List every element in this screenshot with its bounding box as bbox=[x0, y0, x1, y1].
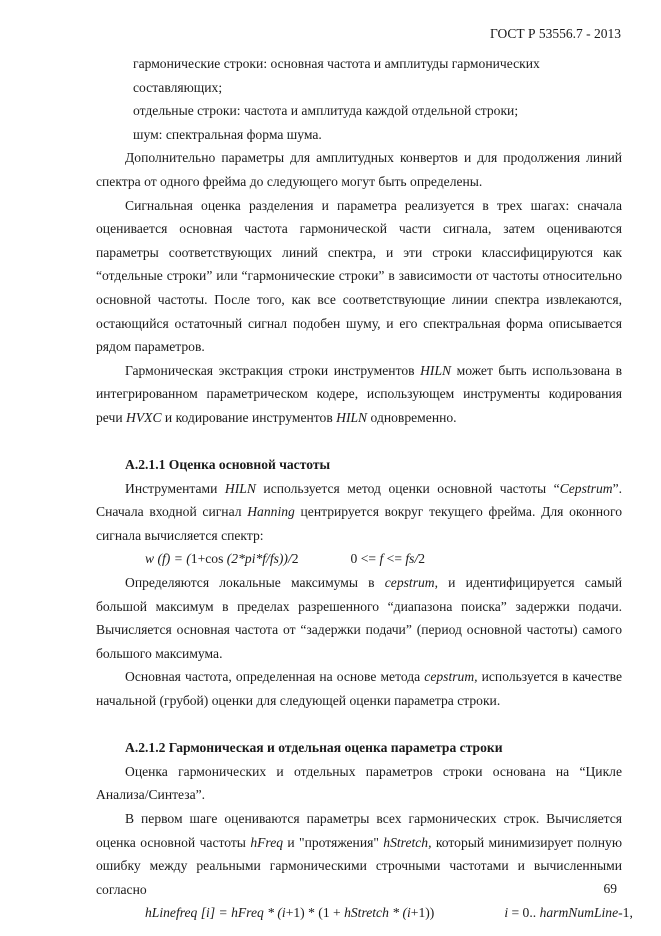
list-item: шум: спектральная форма шума. bbox=[133, 126, 322, 142]
formula: hLinefreq [i] = hFreq * (i+1) * (1 + hStretch * (i+1)) i = 0.. harmNumLine-1, bbox=[145, 905, 633, 921]
paragraph: Дополнительно параметры для амплитудных конвертов и для продолжения линий спектра от одного фрейма до следующего могут быть определены. bbox=[96, 150, 622, 189]
formula: w (f) = (1+cos (2*pi*f/fs))/2 0 <= f <= fs/2 bbox=[145, 551, 426, 567]
paragraph: В первом шаге оцениваются параметры всех гармонических строк. Вычисляется оценка основной частоты hFreq и "протяжения" hStretch, который минимизирует полную ошибку между реальными гармоническими строчными частотами и вычисленными согласно bbox=[96, 811, 622, 897]
paragraph: Оценка гармонических и отдельных параметров строки основана на “Цикле Анализа/Синтеза”. bbox=[96, 763, 622, 803]
paragraph: Гармоническая экстракция строки инструментов HILN может быть использована в интегрированном параметрическом кодере, использующем инструменты кодирования речи HVXC и кодирование инструментов HILN одновременно. bbox=[96, 362, 622, 425]
section-heading: А.2.1.1 Оценка основной частоты bbox=[125, 457, 331, 473]
page-number: 69 bbox=[603, 881, 617, 896]
paragraph: Основная частота, определенная на основе метода cepstrum, используется в качестве начальной (грубой) оценки для следующей оценки параметра строки. bbox=[96, 669, 622, 709]
list-item: отдельные строки: частота и амплитуда каждой отдельной строки; bbox=[133, 103, 519, 119]
paragraph: Инструментами HILN используется метод оценки основной частоты “Cepstrum”. Сначала входной сигнал Hanning центрируется вокруг текущего фрейма. Для оконного сигнала вычисляется спектр: bbox=[96, 480, 623, 543]
list-item: гармонические строки: основная частота и амплитуды гармонических составляющих; bbox=[133, 56, 540, 95]
document-body bbox=[96, 52, 633, 925]
paragraph: Определяются локальные максимумы в cepstrum, и идентифицируется самый большой максимум в пределах разрешенного “диапазона поиска” задержки подачи. Вычисляется основная частота от “задержки подачи” (период основной частоты) самого большого максимума. bbox=[96, 575, 622, 661]
paragraph: Сигнальная оценка разделения и параметра реализуется в трех шагах: сначала оценивается основная частота гармонической части сигнала, затем оцениваются параметры соответствующих линий спектра, и эти строки классифицируются как “отдельные строки” или “гармонические строки” в зависимости от частоты относительно основной частоты. После того, как все соответствующие линии спектра извлекаются, остающийся остаточный сигнал подобен шуму, и его спектральная форма описывается рядом параметров. bbox=[96, 197, 622, 355]
section-heading: А.2.1.2 Гармоническая и отдельная оценка параметра строки bbox=[125, 740, 503, 756]
page-header: ГОСТ Р 53556.7 - 2013 bbox=[489, 26, 621, 41]
